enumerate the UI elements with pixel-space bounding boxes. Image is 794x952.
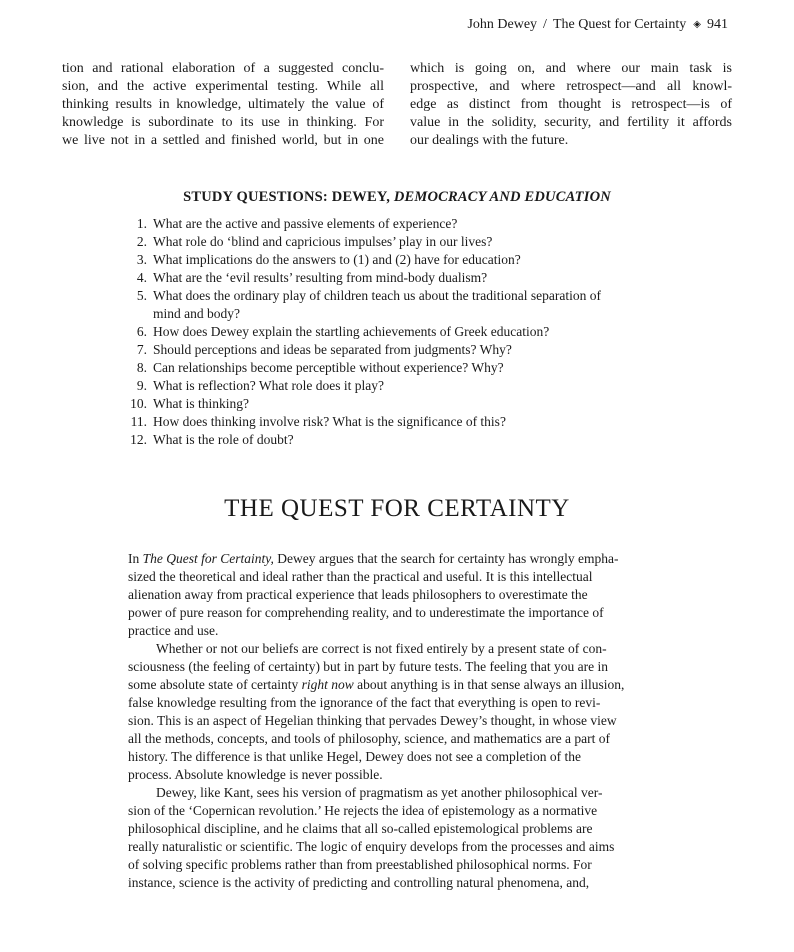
text-line: sized the theoretical and ideal rather than the practical and useful. It is this intellectual [128,569,593,584]
study-question-item [118,359,678,377]
question-text: What are the active and passive elements of experience? [153,216,458,231]
question-number: 8. [136,360,147,375]
text-line: power of pure reason for comprehending reality, and to underestimate the importance of [128,605,604,620]
question-number: 1. [136,216,147,231]
text-line: some absolute state of certainty right now about anything is in that sense always an illusion, [128,677,625,692]
study-questions-heading [0,189,794,206]
question-number: 11. [130,414,147,429]
study-question-item [118,215,678,233]
question-text: What are the ‘evil results’ resulting from mind-body dualism? [153,270,488,285]
study-question-item [118,413,678,431]
study-question-item [118,233,678,251]
text-line: edge as distinct from thought is retrospect—is of [410,97,732,112]
diamond-ornament-icon: ◈ [693,19,701,30]
question-text: What is reflection? What role does it play? [153,378,385,393]
study-question-item [118,377,678,395]
text-line: sion, and the active experimental testing. While all [62,79,384,94]
text-line: really naturalistic or scientific. The logic of enquiry develops from the processes and aims [128,839,615,854]
study-question-item [118,395,678,413]
text-line: sciousness (the feeling of certainty) but in part by future tests. The feeling that you are in [128,659,608,674]
left-column [62,60,384,150]
text-line: sion. This is an aspect of Hegelian thinking that pervades Dewey’s thought, in whose view [128,713,617,728]
study-question-item [118,431,678,449]
text-line: thinking results in knowledge, ultimately the value of [62,97,384,112]
question-text: What does the ordinary play of children teach us about the traditional separation of [153,288,601,303]
question-number: 12. [130,432,147,447]
text-line: history. The difference is that unlike Hegel, Dewey does not see a completion of the [128,749,581,764]
text-line: false knowledge resulting from the ignorance of the fact that everything is open to revi- [128,695,601,710]
question-text: mind and body? [153,306,240,321]
text-line: process. Absolute knowledge is never possible. [128,767,383,782]
text-line: prospective, and where retrospect—and all knowl- [410,79,732,94]
section-title: THE QUEST FOR CERTAINTY [224,495,570,522]
paragraph-1 [128,550,676,640]
question-number: 6. [136,324,147,339]
question-number: 9. [136,378,147,393]
question-text: How does Dewey explain the startling achievements of Greek education? [153,324,550,339]
paragraph-3 [128,784,676,892]
question-text: Should perceptions and ideas be separated from judgments? Why? [153,342,512,357]
question-text: What implications do the answers to (1) and (2) have for education? [153,252,521,267]
running-header [467,16,728,35]
text-line: Dewey, like Kant, sees his version of pragmatism as yet another philosophical ver- [156,785,603,800]
text-line: In The Quest for Certainty, Dewey argues that the search for certainty has wrongly empha- [128,551,619,566]
study-questions-heading-prefix: STUDY QUESTIONS: DEWEY, [183,189,394,205]
header-title: The Quest for Certainty [552,17,687,32]
text-line: all the methods, concepts, and tools of philosophy, science, and mathematics are a part of [128,731,610,746]
section-body [128,550,676,892]
text-line: practice and use. [128,623,219,638]
study-questions-heading-book-title: DEMOCRACY AND EDUCATION [393,189,611,205]
text-line: which is going on, and where our main task is [410,61,732,76]
header-separator: / [543,17,547,32]
text-line: our dealings with the future. [410,133,569,148]
text-line: sion of the ‘Copernican revolution.’ He rejects the idea of epistemology as a normative [128,803,598,818]
text-line: knowledge is subordinate to its use in thinking. For [62,115,384,130]
emphasis-italic: right now [301,677,354,692]
text-line: alienation away from practical experience that leads philosophers to overestimate the [128,587,588,602]
question-number: 3. [136,252,147,267]
text-line: instance, science is the activity of predicting and controlling natural phenomena, and, [128,875,590,890]
question-number: 10. [130,396,147,411]
text-line: Whether or not our beliefs are correct is not fixed entirely by a present state of con- [156,641,607,656]
question-number: 7. [136,342,147,357]
text-line: philosophical discipline, and he claims that all so-called epistemological problems are [128,821,593,836]
text-line: tion and rational elaboration of a suggested conclu- [62,61,384,76]
study-questions-list [118,215,678,449]
question-text: How does thinking involve risk? What is the significance of this? [153,414,506,429]
question-text: Can relationships become perceptible without experience? Why? [153,360,504,375]
question-text: What is the role of doubt? [153,432,294,447]
paragraph-2 [128,640,676,784]
study-question-item [118,287,678,323]
text-line: value in the solidity, security, and fertility it affords [410,115,732,130]
study-question-item [118,341,678,359]
right-column [410,60,732,150]
question-number: 4. [136,270,147,285]
text-line: we live not in a settled and finished world, but in one [62,133,384,148]
question-text: What is thinking? [153,396,249,411]
question-number: 5. [136,288,147,303]
study-question-item [118,269,678,287]
header-author: John Dewey [467,17,538,32]
text-line: of solving specific problems rather than from preestablished philosophical norms. For [128,857,592,872]
page-number: 941 [707,17,728,32]
book-title-italic: The Quest for Certainty, [142,551,274,566]
question-number: 2. [136,234,147,249]
question-text: What role do ‘blind and capricious impulses’ play in our lives? [153,234,493,249]
study-question-item [118,251,678,269]
study-question-item [118,323,678,341]
